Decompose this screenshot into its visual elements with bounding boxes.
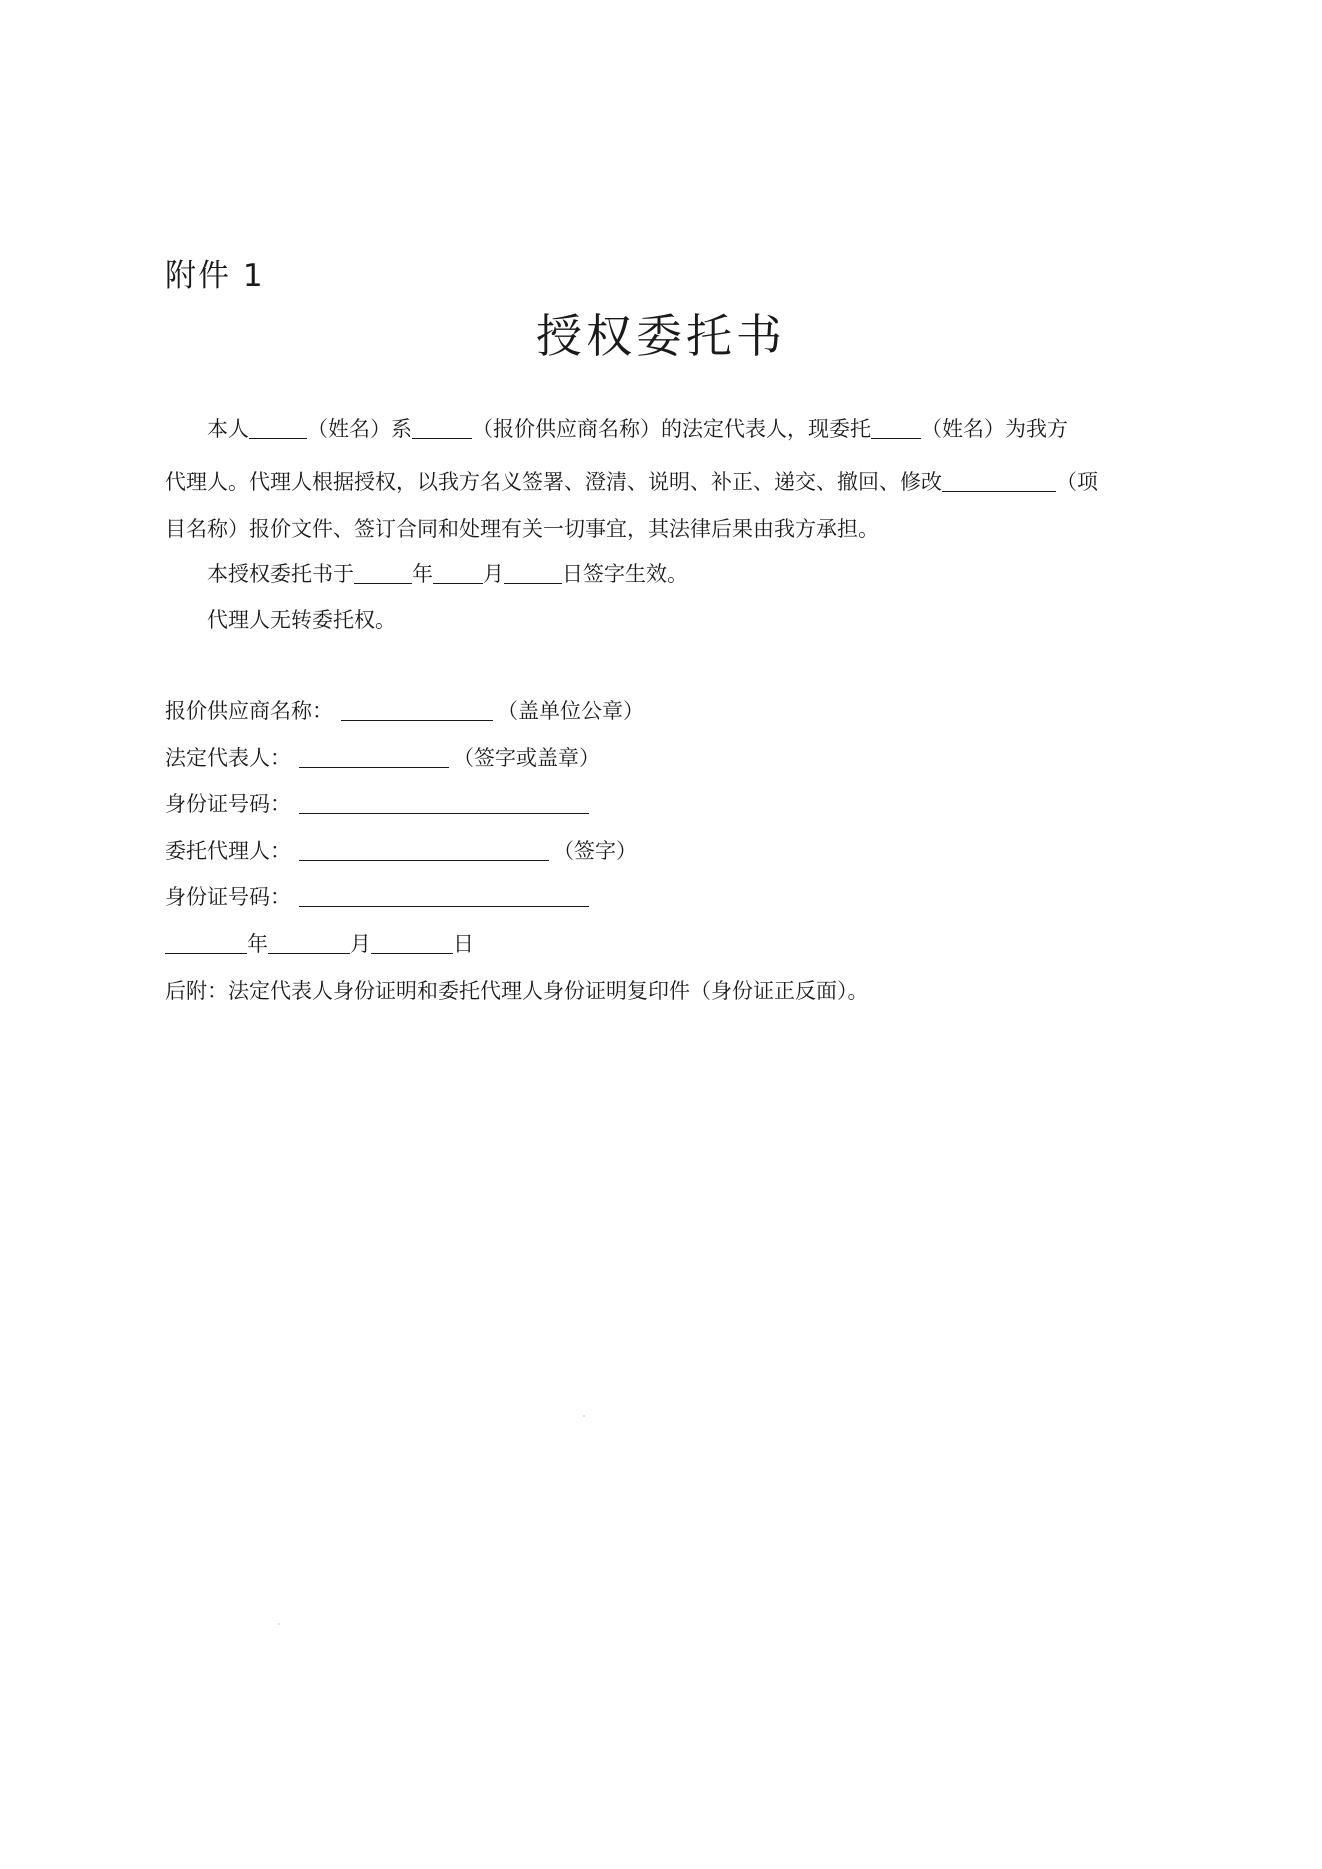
day-label: 日 <box>453 932 474 956</box>
scan-speck <box>583 1415 585 1417</box>
id-number-field-2[interactable] <box>299 884 589 907</box>
text-segment: 年 <box>412 562 433 586</box>
attachment-label: 附件 1 <box>165 258 265 294</box>
blank-project-name-field[interactable] <box>942 469 1056 492</box>
agent-label: 委托代理人： <box>165 839 291 863</box>
text-segment: （项 <box>1056 470 1098 494</box>
paragraph-3 <box>165 604 396 634</box>
date-row <box>165 928 474 958</box>
blank-month-field[interactable] <box>433 561 483 584</box>
blank-supplier-field[interactable] <box>412 416 472 439</box>
agent-row <box>165 835 637 865</box>
paragraph-1-line-2 <box>165 466 1098 496</box>
paragraph-1-line-3 <box>165 513 879 543</box>
id-label: 身份证号码： <box>165 885 291 909</box>
agent-field[interactable] <box>299 838 549 861</box>
text-segment: 代理人无转委托权。 <box>207 608 396 632</box>
paragraph-1-line-1 <box>165 413 1068 443</box>
legal-rep-row <box>165 742 600 772</box>
blank-name-field[interactable] <box>249 416 307 439</box>
text-segment: （报价供应商名称）的法定代表人，现委托 <box>472 417 871 441</box>
supplier-label: 报价供应商名称： <box>165 699 333 723</box>
text-segment: （姓名）系 <box>307 417 412 441</box>
date-day-field[interactable] <box>371 931 453 954</box>
document-title: 授权委托书 <box>536 309 786 363</box>
attachment-note-text: 后附：法定代表人身份证明和委托代理人身份证明复印件（身份证正反面）。 <box>165 979 869 1003</box>
paragraph-2 <box>165 558 688 588</box>
text-segment: （姓名）为我方 <box>921 417 1068 441</box>
agent-note: （签字） <box>553 839 637 863</box>
text-segment: 目名称）报价文件、签订合同和处理有关一切事宜，其法律后果由我方承担。 <box>165 517 879 541</box>
id-number-field-1[interactable] <box>299 791 589 814</box>
blank-day-field[interactable] <box>504 561 562 584</box>
date-month-field[interactable] <box>268 931 350 954</box>
year-label: 年 <box>247 932 268 956</box>
id-number-row-2 <box>165 881 589 911</box>
text-segment: 本人 <box>207 417 249 441</box>
scan-speck <box>278 1623 280 1625</box>
legal-rep-field[interactable] <box>299 745 449 768</box>
supplier-name-field[interactable] <box>341 698 493 721</box>
text-segment: 日签字生效。 <box>562 562 688 586</box>
supplier-note: （盖单位公章） <box>497 699 644 723</box>
legal-rep-label: 法定代表人： <box>165 746 291 770</box>
id-label: 身份证号码： <box>165 792 291 816</box>
month-label: 月 <box>350 932 371 956</box>
supplier-row <box>165 695 644 725</box>
text-segment: 代理人。代理人根据授权，以我方名义签署、澄清、说明、补正、递交、撤回、修改 <box>165 470 942 494</box>
legal-rep-note: （签字或盖章） <box>453 746 600 770</box>
text-segment: 本授权委托书于 <box>207 562 354 586</box>
blank-year-field[interactable] <box>354 561 412 584</box>
blank-agent-name-field[interactable] <box>871 416 921 439</box>
id-number-row-1 <box>165 788 589 818</box>
text-segment: 月 <box>483 562 504 586</box>
attachment-note <box>165 975 869 1005</box>
date-year-field[interactable] <box>165 931 247 954</box>
